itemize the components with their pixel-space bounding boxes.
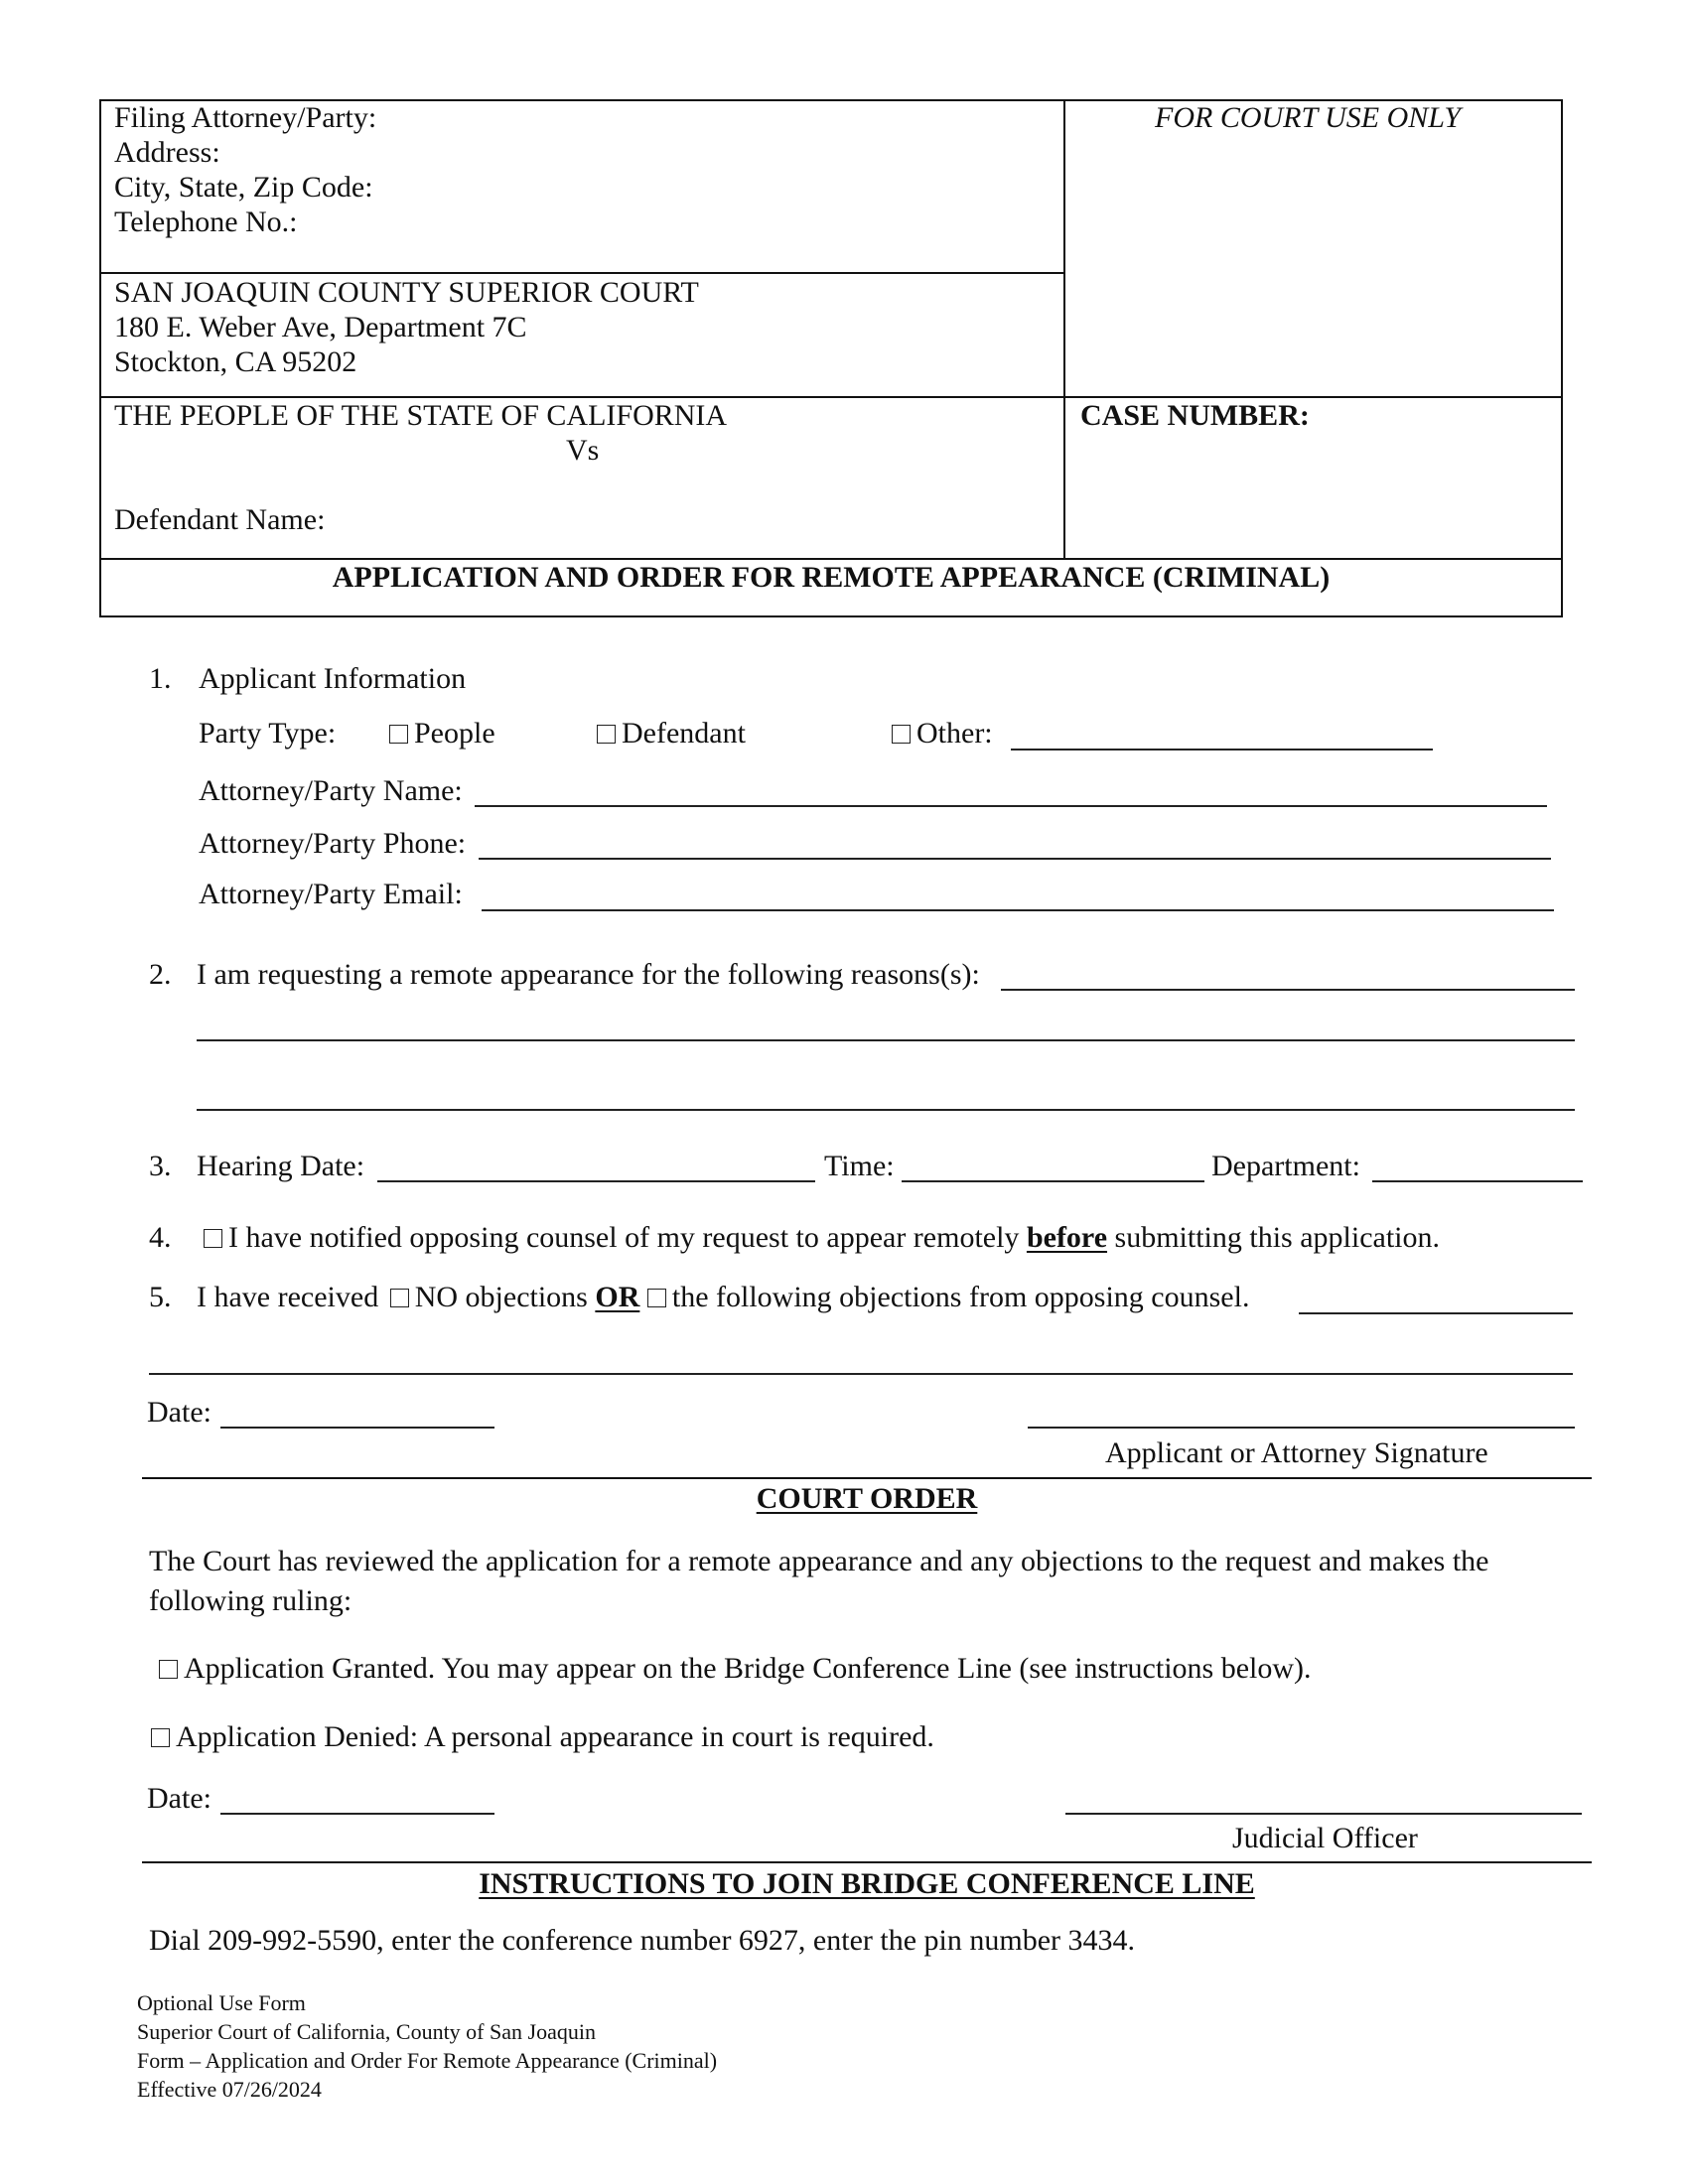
granted-checkbox[interactable] <box>159 1660 178 1679</box>
section-rule-1 <box>142 1477 1592 1479</box>
people-label: THE PEOPLE OF THE STATE OF CALIFORNIA <box>114 399 728 432</box>
city-state-zip-label: City, State, Zip Code: <box>114 171 373 204</box>
caption-rule-3 <box>99 558 1563 560</box>
notified-text: I have notified opposing counsel of my request to appear remotely <box>228 1221 1020 1254</box>
party-other-option[interactable] <box>892 717 993 751</box>
reasons-label: I am requesting a remote appearance for the following reasons(s): <box>197 958 980 991</box>
denied-checkbox[interactable] <box>151 1728 170 1747</box>
court-name: SAN JOAQUIN COUNTY SUPERIOR COURT <box>114 276 699 309</box>
application-granted-option[interactable] <box>159 1652 1312 1686</box>
received-text: I have received <box>197 1281 379 1313</box>
footer-line-1: Optional Use Form <box>137 1990 306 2015</box>
other-option-label: Other: <box>916 717 993 750</box>
caption-divider <box>1063 99 1065 559</box>
applicant-date-field[interactable] <box>220 1427 494 1429</box>
applicant-signature-field[interactable] <box>1028 1427 1575 1429</box>
defendant-option-label: Defendant <box>622 717 746 750</box>
hearing-date-field[interactable] <box>377 1180 815 1182</box>
notified-before-text: before <box>1026 1221 1108 1254</box>
other-field-line[interactable] <box>1011 749 1433 751</box>
court-order-text-1: The Court has reviewed the application for a remote appearance and any objections to the request and makes the <box>149 1545 1489 1577</box>
caption-rule-2 <box>99 396 1563 398</box>
time-field[interactable] <box>902 1180 1204 1182</box>
instructions-text: Dial 209-992-5590, enter the conference number 6927, enter the pin number 3434. <box>149 1924 1136 1957</box>
section-rule-2 <box>142 1861 1592 1863</box>
denied-text: Application Denied: A personal appearance in court is required. <box>176 1720 934 1753</box>
or-text: OR <box>595 1281 640 1313</box>
objections-checkbox[interactable] <box>647 1289 666 1307</box>
case-number-label: CASE NUMBER: <box>1080 399 1310 432</box>
department-field[interactable] <box>1372 1180 1583 1182</box>
court-use-only-label: FOR COURT USE ONLY <box>1155 101 1462 134</box>
footer-line-4: Effective 07/26/2024 <box>137 2077 322 2102</box>
address-label: Address: <box>114 136 220 169</box>
application-denied-option[interactable] <box>151 1720 934 1754</box>
court-address: 180 E. Weber Ave, Department 7C <box>114 311 527 343</box>
objections-field-line-1[interactable] <box>1299 1312 1573 1314</box>
reasons-field-line-2[interactable] <box>197 1039 1575 1041</box>
attorney-email-field[interactable] <box>482 909 1554 911</box>
item-4-number: 4. <box>149 1221 172 1254</box>
caption-rule-1 <box>99 272 1064 274</box>
reasons-field-line-1[interactable] <box>1001 989 1575 991</box>
item-2-number: 2. <box>149 958 172 991</box>
filing-attorney-label: Filing Attorney/Party: <box>114 101 377 134</box>
attorney-email-label: Attorney/Party Email: <box>199 878 463 910</box>
people-option-label: People <box>414 717 495 750</box>
order-date-field[interactable] <box>220 1813 494 1815</box>
item-5-number: 5. <box>149 1281 172 1313</box>
telephone-label: Telephone No.: <box>114 205 298 238</box>
attorney-phone-field[interactable] <box>479 858 1551 860</box>
party-type-label: Party Type: <box>199 717 337 750</box>
form-title: APPLICATION AND ORDER FOR REMOTE APPEARANCE (CRIMINAL) <box>332 561 1331 594</box>
judicial-officer-signature-field[interactable] <box>1065 1813 1582 1815</box>
applicant-date-label: Date: <box>147 1396 211 1429</box>
court-order-title: COURT ORDER <box>756 1482 978 1515</box>
department-label: Department: <box>1211 1150 1360 1182</box>
attorney-name-field[interactable] <box>475 805 1547 807</box>
notified-text-end: submitting this application. <box>1114 1221 1441 1254</box>
footer-line-2: Superior Court of California, County of San Joaquin <box>137 2019 596 2044</box>
objections-statement <box>197 1281 1249 1314</box>
objections-field-line-2[interactable] <box>149 1373 1573 1375</box>
party-defendant-option[interactable] <box>597 717 746 751</box>
people-checkbox[interactable] <box>389 725 408 744</box>
no-objections-checkbox[interactable] <box>390 1289 409 1307</box>
party-people-option[interactable] <box>389 717 495 751</box>
item-3-number: 3. <box>149 1150 172 1182</box>
notified-checkbox[interactable] <box>204 1229 222 1248</box>
granted-text: Application Granted. You may appear on the Bridge Conference Line (see instructions below). <box>184 1652 1312 1685</box>
court-order-text-2: following ruling: <box>149 1584 352 1617</box>
judicial-officer-label: Judicial Officer <box>1232 1822 1418 1854</box>
hearing-date-label: Hearing Date: <box>197 1150 365 1182</box>
objections-label: the following objections from opposing counsel. <box>671 1281 1250 1313</box>
attorney-phone-label: Attorney/Party Phone: <box>199 827 467 860</box>
other-checkbox[interactable] <box>892 725 911 744</box>
order-date-label: Date: <box>147 1782 211 1815</box>
notified-statement[interactable] <box>204 1221 1440 1255</box>
defendant-name-label: Defendant Name: <box>114 503 326 536</box>
time-label: Time: <box>824 1150 895 1182</box>
item-1-number: 1. <box>149 662 172 695</box>
no-objections-label: NO objections <box>414 1281 588 1313</box>
applicant-info-heading: Applicant Information <box>199 662 467 695</box>
vs-label: Vs <box>566 434 600 467</box>
court-city: Stockton, CA 95202 <box>114 345 357 378</box>
applicant-signature-label: Applicant or Attorney Signature <box>1105 1436 1488 1469</box>
footer-line-3: Form – Application and Order For Remote Appearance (Criminal) <box>137 2048 718 2073</box>
reasons-field-line-3[interactable] <box>197 1109 1575 1111</box>
instructions-title: INSTRUCTIONS TO JOIN BRIDGE CONFERENCE LINE <box>479 1867 1255 1900</box>
attorney-name-label: Attorney/Party Name: <box>199 774 463 807</box>
defendant-checkbox[interactable] <box>597 725 616 744</box>
